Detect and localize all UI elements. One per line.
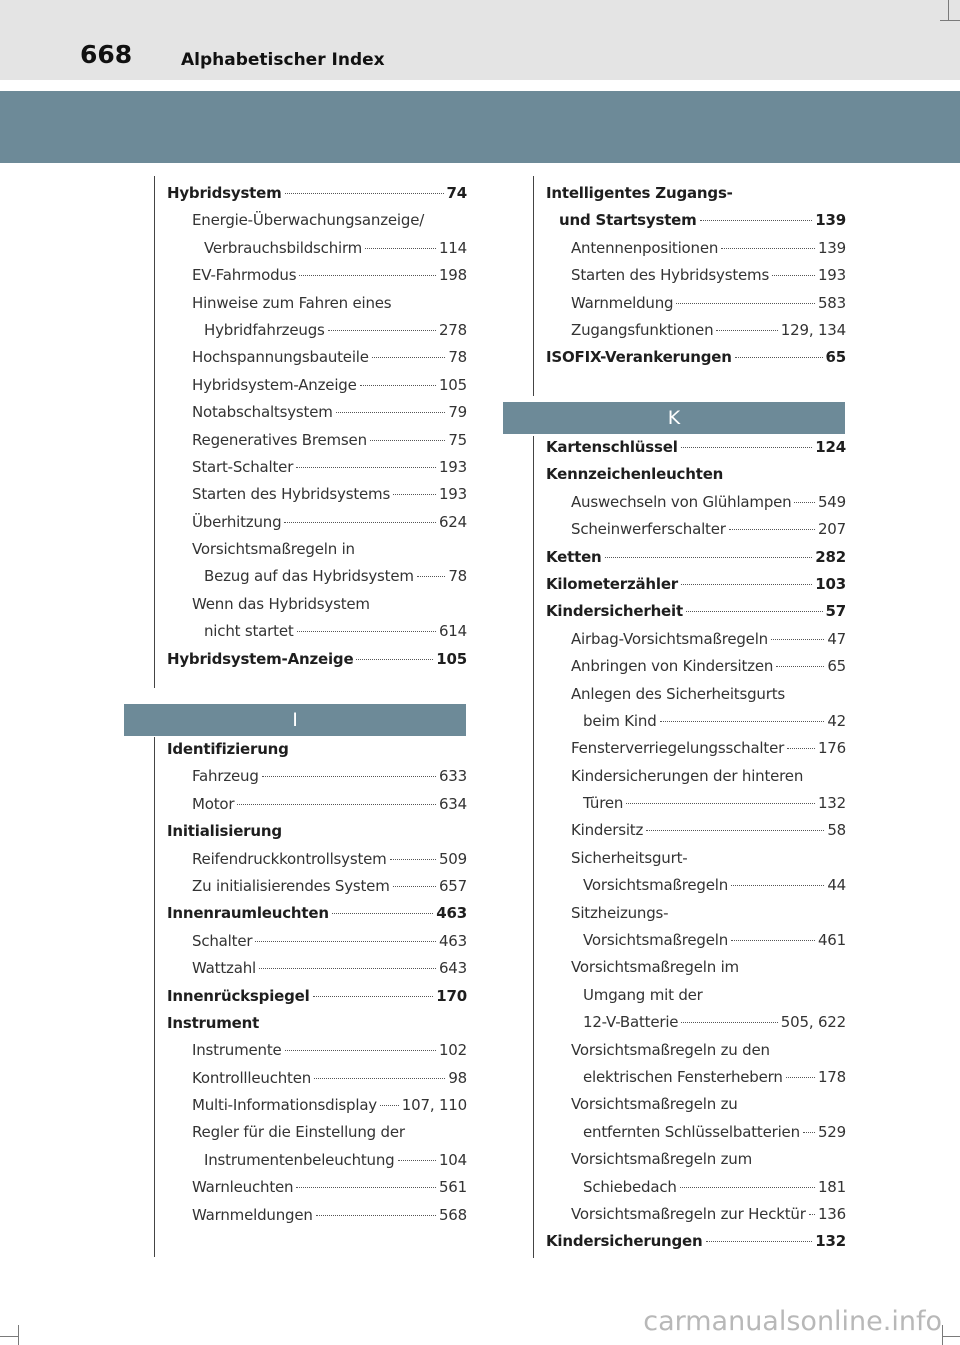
- index-entry: [546, 544, 846, 571]
- index-term: Innenrückspiegel: [167, 986, 310, 1005]
- dot-leader: [285, 1050, 436, 1051]
- index-entry: [167, 928, 467, 955]
- index-entry: [546, 1228, 846, 1255]
- page-reference: 624: [438, 512, 467, 531]
- column-rule: [533, 176, 534, 396]
- index-term: Reifendruckkontrollsystem: [192, 849, 387, 868]
- index-term: Innenraumleuchten: [167, 904, 329, 923]
- dot-leader: [680, 1187, 815, 1188]
- index-left-lower: [167, 736, 467, 1229]
- page-reference: 568: [438, 1205, 467, 1224]
- index-term: Regeneratives Bremsen: [192, 430, 367, 449]
- index-term: Vorsichtsmaßregeln: [583, 931, 729, 950]
- index-term: 12-V-Batterie: [583, 1013, 679, 1032]
- dot-leader: [237, 804, 436, 805]
- page-reference: 105: [438, 375, 467, 394]
- index-term: Verbrauchsbildschirm: [204, 238, 363, 257]
- dot-leader: [372, 357, 446, 358]
- section-letter-i: I: [124, 704, 466, 736]
- index-term: Instrumente: [192, 1041, 282, 1060]
- page-reference: 79: [448, 403, 467, 422]
- index-term: Zugangsfunktionen: [571, 320, 714, 339]
- index-entry: [546, 207, 846, 234]
- index-entry: [167, 955, 467, 982]
- crop-mark: [948, 0, 949, 20]
- index-entry: [546, 235, 846, 262]
- index-entry: [167, 372, 467, 399]
- index-term: Scheinwerferschalter: [571, 520, 726, 539]
- dot-leader: [681, 1022, 777, 1023]
- index-term: Kennzeichenleuchten: [546, 465, 724, 484]
- index-right-lower: [546, 434, 846, 1256]
- page-reference: 42: [827, 711, 846, 730]
- index-entry: [167, 262, 467, 289]
- index-term: Ketten: [546, 547, 602, 566]
- page-reference: 57: [825, 602, 846, 621]
- dot-leader: [313, 996, 434, 997]
- dot-leader: [332, 913, 433, 914]
- index-entry: [167, 235, 467, 262]
- page-reference: 47: [827, 629, 846, 648]
- dot-leader: [706, 1241, 813, 1242]
- index-term: elektrischen Fensterhebern: [583, 1067, 783, 1086]
- index-entry: [546, 626, 846, 653]
- dot-leader: [285, 193, 444, 194]
- dot-leader: [700, 220, 813, 221]
- index-entry: [167, 873, 467, 900]
- index-entry: [546, 763, 846, 790]
- header-band: [0, 0, 960, 80]
- page-reference: 104: [438, 1150, 467, 1169]
- dot-leader: [786, 1077, 815, 1078]
- index-term: Fensterverriegelungsschalter: [571, 739, 785, 758]
- running-title: Alphabetischer Index: [181, 50, 385, 70]
- page-reference: 178: [817, 1067, 846, 1086]
- index-term: Kartenschlüssel: [546, 438, 678, 456]
- index-term: Airbag-Vorsichtsmaßregeln: [571, 629, 768, 648]
- column-rule: [533, 436, 534, 1258]
- dot-leader: [794, 502, 814, 503]
- dot-leader: [284, 522, 436, 523]
- dot-leader: [721, 248, 815, 249]
- dot-leader: [299, 275, 436, 276]
- index-entry: [546, 735, 846, 762]
- page-reference: 529: [817, 1122, 846, 1141]
- dot-leader: [393, 494, 436, 495]
- crop-mark: [942, 1325, 943, 1345]
- page-reference: 65: [825, 348, 846, 367]
- page-reference: 105: [436, 649, 467, 668]
- index-entry: [167, 1119, 467, 1146]
- dot-leader: [776, 666, 824, 667]
- dot-leader: [735, 357, 823, 358]
- index-entry: [167, 509, 467, 536]
- index-term: Motor: [192, 794, 235, 813]
- dot-leader: [646, 830, 824, 831]
- dot-leader: [417, 576, 446, 577]
- index-entry: [167, 1010, 467, 1037]
- index-term: Instrumentenbeleuchtung: [204, 1150, 395, 1169]
- index-entry: [546, 1064, 846, 1091]
- index-term: Hybridsystem-Anzeige: [192, 375, 357, 394]
- index-term: Bezug auf das Hybridsystem: [204, 567, 414, 586]
- page-reference: 509: [438, 849, 467, 868]
- dot-leader: [681, 447, 813, 448]
- index-term: und Startsystem: [559, 211, 697, 230]
- index-entry: [546, 571, 846, 598]
- index-entry: [546, 434, 846, 461]
- index-entry: [546, 982, 846, 1009]
- index-entry: [167, 1037, 467, 1064]
- index-term: Anlegen des Sicherheitsgurts: [571, 684, 785, 703]
- dot-leader: [365, 248, 436, 249]
- dot-leader: [676, 303, 815, 304]
- dot-leader: [729, 529, 815, 530]
- dot-leader: [731, 940, 815, 941]
- index-entry: [546, 290, 846, 317]
- index-term: Vorsichtsmaßregeln zu den: [571, 1040, 770, 1059]
- index-entry: [167, 983, 467, 1010]
- index-entry: [546, 845, 846, 872]
- index-term: Multi-Informationsdisplay: [192, 1096, 377, 1115]
- dot-leader: [605, 557, 813, 558]
- crop-mark: [18, 1325, 19, 1345]
- index-term: Vorsichtsmaßregeln zu: [571, 1095, 738, 1114]
- page-reference: 78: [448, 567, 467, 586]
- index-term: Warnleuchten: [192, 1178, 294, 1197]
- index-entry: [167, 563, 467, 590]
- page-reference: 193: [438, 457, 467, 476]
- index-term: Vorsichtsmaßregeln: [583, 876, 729, 895]
- page-reference: 139: [817, 238, 846, 257]
- index-entry: [167, 290, 467, 317]
- index-term: Kindersicherungen der hinteren: [571, 766, 804, 785]
- index-entry: [546, 489, 846, 516]
- page-reference: 278: [438, 320, 467, 339]
- page-reference: 282: [815, 547, 846, 566]
- index-entry: [167, 818, 467, 845]
- index-term: Vorsichtsmaßregeln im: [571, 958, 739, 977]
- index-entry: [546, 872, 846, 899]
- page-reference: 461: [817, 931, 846, 950]
- index-term: nicht startet: [204, 622, 294, 641]
- index-entry: [167, 900, 467, 927]
- dot-leader: [660, 721, 825, 722]
- index-entry: [546, 1009, 846, 1036]
- dot-leader: [296, 467, 436, 468]
- dot-leader: [328, 330, 436, 331]
- index-term: Antennenpositionen: [571, 238, 719, 257]
- index-term: Anbringen von Kindersitzen: [571, 657, 774, 676]
- index-term: beim Kind: [583, 711, 657, 730]
- index-term: Starten des Hybridsystems: [192, 485, 391, 504]
- index-entry: [546, 1146, 846, 1173]
- page-reference: 583: [817, 293, 846, 312]
- dot-leader: [686, 611, 823, 612]
- page-reference: 657: [438, 876, 467, 895]
- index-term: Energie-Überwachungsanzeige/: [192, 211, 425, 230]
- index-term: Überhitzung: [192, 512, 282, 531]
- page-reference: 643: [438, 959, 467, 978]
- dot-leader: [731, 885, 824, 886]
- dot-leader: [314, 1078, 445, 1079]
- index-term: Regler für die Einstellung der: [192, 1123, 405, 1142]
- index-term: Türen: [583, 794, 624, 813]
- index-term: Schalter: [192, 931, 253, 950]
- page-reference: 44: [827, 876, 846, 895]
- index-entry: [167, 1147, 467, 1174]
- index-entry: [546, 1037, 846, 1064]
- index-term: Warnmeldungen: [192, 1205, 313, 1224]
- index-entry: [167, 763, 467, 790]
- page-reference: 75: [448, 430, 467, 449]
- index-term: Umgang mit der: [583, 985, 703, 1004]
- column-rule: [154, 737, 155, 1257]
- index-entry: [546, 598, 846, 625]
- index-entry: [546, 1091, 846, 1118]
- page-reference: 463: [438, 931, 467, 950]
- index-entry: [546, 1174, 846, 1201]
- dot-leader: [803, 1132, 815, 1133]
- page-reference: 98: [448, 1068, 467, 1087]
- dot-leader: [626, 803, 815, 804]
- page-reference: 614: [438, 622, 467, 641]
- index-entry: [546, 681, 846, 708]
- index-term: Auswechseln von Glühlampen: [571, 492, 792, 511]
- section-letter-k: K: [503, 402, 845, 434]
- index-term: Hochspannungsbauteile: [192, 348, 369, 367]
- page-reference: 103: [815, 574, 846, 593]
- page-reference: 176: [817, 739, 846, 758]
- page-reference: 549: [817, 492, 846, 511]
- index-term: Initialisierung: [167, 822, 282, 841]
- dot-leader: [772, 275, 815, 276]
- dot-leader: [681, 584, 812, 585]
- page-reference: 561: [438, 1178, 467, 1197]
- index-entry: [167, 207, 467, 234]
- index-term: Intelligentes Zugangs-: [546, 184, 733, 202]
- index-term: Kilometerzähler: [546, 574, 679, 593]
- header-color-band: [0, 91, 960, 163]
- page-reference: 74: [446, 184, 467, 202]
- page-number: 668: [80, 40, 133, 69]
- index-term: Hinweise zum Fahren eines: [192, 293, 392, 312]
- crop-mark: [0, 1336, 18, 1337]
- index-entry: [167, 846, 467, 873]
- page-reference: 136: [817, 1204, 846, 1223]
- dot-leader: [296, 1187, 436, 1188]
- index-entry: [546, 262, 846, 289]
- page-reference: 207: [817, 520, 846, 539]
- page-reference: 505, 622: [780, 1013, 846, 1032]
- index-entry: [167, 481, 467, 508]
- dot-leader: [398, 1160, 436, 1161]
- page-reference: 78: [448, 348, 467, 367]
- index-term: Schiebedach: [583, 1177, 677, 1196]
- dot-leader: [259, 968, 436, 969]
- index-entry: [546, 900, 846, 927]
- page-reference: 634: [438, 794, 467, 813]
- index-term: Instrument: [167, 1013, 260, 1032]
- dot-leader: [393, 886, 436, 887]
- index-right-upper: [546, 180, 846, 372]
- dot-leader: [360, 385, 436, 386]
- page-reference: 129, 134: [780, 320, 846, 339]
- index-term: ISOFIX-Verankerungen: [546, 348, 732, 367]
- dot-leader: [771, 639, 824, 640]
- index-term: Kindersicherheit: [546, 602, 683, 621]
- dot-leader: [390, 859, 436, 860]
- index-left-upper: [167, 180, 467, 673]
- index-term: Wattzahl: [192, 959, 256, 978]
- index-entry: [167, 454, 467, 481]
- page-reference: 132: [817, 794, 846, 813]
- index-entry: [167, 618, 467, 645]
- page-reference: 181: [817, 1177, 846, 1196]
- index-entry: [167, 180, 467, 207]
- dot-leader: [297, 631, 436, 632]
- index-term: Kindersitz: [571, 821, 644, 840]
- page-reference: 139: [815, 211, 846, 230]
- index-entry: [546, 790, 846, 817]
- index-entry: [546, 180, 846, 207]
- index-entry: [167, 1092, 467, 1119]
- index-entry: [546, 1201, 846, 1228]
- index-entry: [167, 536, 467, 563]
- index-entry: [167, 1174, 467, 1201]
- index-term: EV-Fahrmodus: [192, 266, 297, 285]
- index-term: Sitzheizungs-: [571, 903, 669, 922]
- index-term: Vorsichtsmaßregeln in: [192, 540, 355, 559]
- index-entry: [167, 736, 467, 763]
- index-entry: [167, 399, 467, 426]
- index-entry: [546, 708, 846, 735]
- index-entry: [546, 516, 846, 543]
- index-term: Vorsichtsmaßregeln zur Hecktür: [571, 1204, 806, 1223]
- index-entry: [546, 1119, 846, 1146]
- index-entry: [167, 791, 467, 818]
- dot-leader: [316, 1215, 436, 1216]
- index-entry: [546, 653, 846, 680]
- index-term: Fahrzeug: [192, 767, 259, 786]
- index-term: Sicherheitsgurt-: [571, 848, 688, 867]
- page-reference: 102: [438, 1041, 467, 1060]
- page-reference: 58: [827, 821, 846, 840]
- dot-leader: [336, 412, 446, 413]
- dot-leader: [380, 1105, 399, 1106]
- page-reference: 463: [436, 904, 467, 923]
- index-term: Notabschaltsystem: [192, 403, 333, 422]
- index-term: Start-Schalter: [192, 457, 294, 476]
- dot-leader: [370, 440, 445, 441]
- index-entry: [546, 344, 846, 371]
- crop-mark: [942, 1336, 960, 1337]
- column-rule: [154, 176, 155, 688]
- crop-mark: [940, 20, 960, 21]
- page-reference: 170: [436, 986, 467, 1005]
- index-entry: [167, 1202, 467, 1229]
- page-reference: 124: [815, 438, 846, 456]
- index-term: Warnmeldung: [571, 293, 674, 312]
- index-entry: [546, 954, 846, 981]
- page-reference: 198: [438, 266, 467, 285]
- page-reference: 107, 110: [401, 1096, 467, 1115]
- index-entry: [546, 461, 846, 488]
- index-term: Zu initialisierendes System: [192, 876, 390, 895]
- index-entry: [167, 591, 467, 618]
- page-reference: 193: [438, 485, 467, 504]
- index-term: Hybridfahrzeugs: [204, 320, 325, 339]
- index-term: Hybridsystem: [167, 184, 282, 202]
- index-term: Kontrollleuchten: [192, 1068, 312, 1087]
- dot-leader: [787, 748, 815, 749]
- index-term: Identifizierung: [167, 740, 289, 758]
- index-entry: [167, 344, 467, 371]
- page-reference: 114: [438, 238, 467, 257]
- page-reference: 132: [815, 1232, 846, 1251]
- page-reference: 65: [827, 657, 846, 676]
- page-reference: 633: [438, 767, 467, 786]
- index-term: Vorsichtsmaßregeln zum: [571, 1150, 752, 1169]
- index-term: Hybridsystem-Anzeige: [167, 649, 354, 668]
- dot-leader: [356, 659, 433, 660]
- index-entry: [546, 817, 846, 844]
- watermark: carmanualsonline.info: [643, 1306, 942, 1337]
- index-entry: [167, 317, 467, 344]
- index-term: Wenn das Hybridsystem: [192, 594, 370, 613]
- dot-leader: [809, 1214, 815, 1215]
- index-term: entfernten Schlüsselbatterien: [583, 1122, 800, 1141]
- index-term: Starten des Hybridsystems: [571, 266, 770, 285]
- index-term: Kindersicherungen: [546, 1232, 703, 1251]
- dot-leader: [255, 941, 436, 942]
- index-entry: [167, 646, 467, 673]
- dot-leader: [262, 776, 436, 777]
- page-reference: 193: [817, 266, 846, 285]
- index-entry: [546, 927, 846, 954]
- index-entry: [546, 317, 846, 344]
- index-entry: [167, 1065, 467, 1092]
- dot-leader: [716, 330, 777, 331]
- index-entry: [167, 427, 467, 454]
